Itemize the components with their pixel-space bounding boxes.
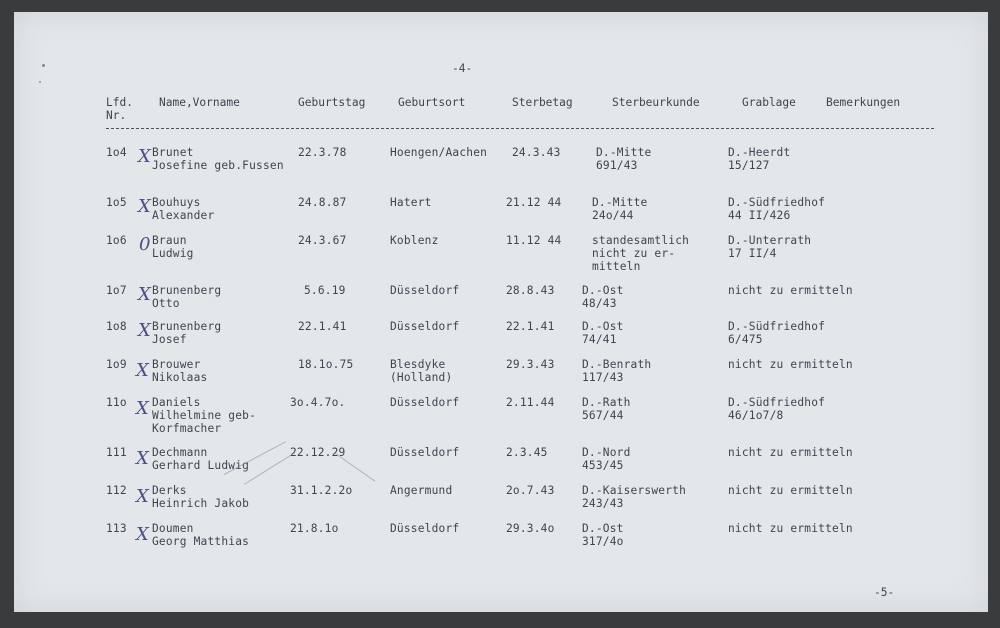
row-nr: 1o6 xyxy=(106,234,127,247)
header-geburtsort: Geburtsort xyxy=(398,96,466,109)
header-lfd-nr: Lfd. Nr. xyxy=(106,96,133,122)
row-geburtstag: 24.8.87 xyxy=(298,196,347,209)
row-sterbeurkunde: D.-Ost 74/41 xyxy=(582,320,624,346)
row-geburtstag: 24.3.67 xyxy=(298,234,347,247)
row-sterbeurkunde: D.-Ost 48/43 xyxy=(582,284,624,310)
row-grablage: D.-Heerdt 15/127 xyxy=(728,146,791,172)
row-name: Brunenberg Josef xyxy=(152,320,222,346)
row-sterbetag: 29.3.43 xyxy=(506,358,555,371)
row-name: Daniels Wilhelmine geb- Korfmacher xyxy=(152,396,257,435)
row-sterbeurkunde: D.-Nord 453/45 xyxy=(582,446,631,472)
row-grablage: nicht zu ermitteln xyxy=(728,484,853,497)
row-sterbetag: 2.11.44 xyxy=(506,396,555,409)
row-geburtsort: Düsseldorf xyxy=(390,396,460,409)
row-grablage: nicht zu ermitteln xyxy=(728,284,853,297)
row-geburtsort: Düsseldorf xyxy=(390,522,460,535)
row-name: Brouwer Nikolaas xyxy=(152,358,208,384)
row-name: Bouhuys Alexander xyxy=(152,196,215,222)
row-grablage: nicht zu ermitteln xyxy=(728,522,853,535)
row-name: Doumen Georg Matthias xyxy=(152,522,250,548)
row-sterbetag: 28.8.43 xyxy=(506,284,555,297)
row-geburtsort: Blesdyke (Holland) xyxy=(390,358,453,384)
row-nr: 1o9 xyxy=(106,358,127,371)
paper-dot xyxy=(42,64,45,67)
row-sterbetag: 2.3.45 xyxy=(506,446,548,459)
check-mark: X xyxy=(136,398,149,419)
row-sterbetag: 21.12 44 xyxy=(506,196,562,209)
row-name: Derks Heinrich Jakob xyxy=(152,484,250,510)
row-grablage: D.-Südfriedhof 44 II/426 xyxy=(728,196,826,222)
row-geburtstag: 3o.4.7o. xyxy=(290,396,346,409)
row-sterbeurkunde: D.-Ost 317/4o xyxy=(582,522,624,548)
row-geburtsort: Düsseldorf xyxy=(390,320,460,333)
row-name: Braun Ludwig xyxy=(152,234,194,260)
row-geburtstag: 22.3.78 xyxy=(298,146,347,159)
bottom-page-number: -5- xyxy=(874,586,895,599)
row-geburtsort: Düsseldorf xyxy=(390,284,460,297)
row-sterbetag: 29.3.4o xyxy=(506,522,555,535)
check-mark: X xyxy=(138,146,151,167)
header-grablage: Grablage xyxy=(742,96,796,109)
row-geburtstag: 31.1.2.2o xyxy=(290,484,353,497)
check-mark: X xyxy=(136,448,149,469)
row-geburtstag: 5.6.19 xyxy=(304,284,346,297)
check-mark: X xyxy=(136,486,149,507)
header-name: Name,Vorname xyxy=(159,96,240,109)
row-grablage: D.-Südfriedhof 6/475 xyxy=(728,320,826,346)
header-sterbetag: Sterbetag xyxy=(512,96,573,109)
circle-mark: 0 xyxy=(139,234,151,255)
pencil-stroke xyxy=(244,452,295,485)
row-grablage: D.-Unterrath 17 II/4 xyxy=(728,234,812,260)
row-name: Brunenberg Otto xyxy=(152,284,222,310)
row-nr: 1o8 xyxy=(106,320,127,333)
header-bemerkungen: Bemerkungen xyxy=(826,96,901,109)
row-grablage: D.-Südfriedhof 46/1o7/8 xyxy=(728,396,826,422)
pencil-stroke xyxy=(334,452,376,481)
row-grablage: nicht zu ermitteln xyxy=(728,358,853,371)
row-nr: 11o xyxy=(106,396,127,409)
row-nr: 112 xyxy=(106,484,127,497)
row-sterbetag: 22.1.41 xyxy=(506,320,555,333)
row-sterbeurkunde: D.-Kaiserswerth 243/43 xyxy=(582,484,687,510)
row-name: Brunet Josefine geb.Fussen xyxy=(152,146,284,172)
header-dashed-rule xyxy=(106,128,934,129)
row-geburtsort: Düsseldorf xyxy=(390,446,460,459)
row-geburtstag: 18.1o.75 xyxy=(298,358,354,371)
row-geburtsort: Angermund xyxy=(390,484,453,497)
row-geburtstag: 22.12.29 xyxy=(290,446,346,459)
top-page-number: -4- xyxy=(452,62,473,75)
row-sterbeurkunde: D.-Mitte 24o/44 xyxy=(592,196,648,222)
row-geburtsort: Hoengen/Aachen xyxy=(390,146,488,159)
row-geburtsort: Koblenz xyxy=(390,234,439,247)
row-grablage: nicht zu ermitteln xyxy=(728,446,853,459)
check-mark: X xyxy=(138,284,151,305)
row-nr: 1o7 xyxy=(106,284,127,297)
row-sterbeurkunde: D.-Rath 567/44 xyxy=(582,396,631,422)
row-sterbetag: 24.3.43 xyxy=(512,146,561,159)
paper-dot xyxy=(39,81,41,83)
row-sterbeurkunde: standesamtlich nicht zu er- mitteln xyxy=(592,234,690,273)
row-sterbeurkunde: D.-Benrath 117/43 xyxy=(582,358,652,384)
row-geburtstag: 21.8.1o xyxy=(290,522,339,535)
check-mark: X xyxy=(136,360,149,381)
header-geburtstag: Geburtstag xyxy=(298,96,366,109)
row-nr: 1o5 xyxy=(106,196,127,209)
check-mark: X xyxy=(138,196,151,217)
row-geburtstag: 22.1.41 xyxy=(298,320,347,333)
row-nr: 1o4 xyxy=(106,146,127,159)
check-mark: X xyxy=(138,320,151,341)
row-sterbeurkunde: D.-Mitte 691/43 xyxy=(596,146,652,172)
row-sterbetag: 2o.7.43 xyxy=(506,484,555,497)
document-page xyxy=(14,12,988,612)
row-geburtsort: Hatert xyxy=(390,196,432,209)
check-mark: X xyxy=(136,524,149,545)
row-sterbetag: 11.12 44 xyxy=(506,234,562,247)
row-nr: 111 xyxy=(106,446,127,459)
row-name: Dechmann Gerhard Ludwig xyxy=(152,446,250,472)
row-nr: 113 xyxy=(106,522,127,535)
header-sterbeurkunde: Sterbeurkunde xyxy=(612,96,700,109)
